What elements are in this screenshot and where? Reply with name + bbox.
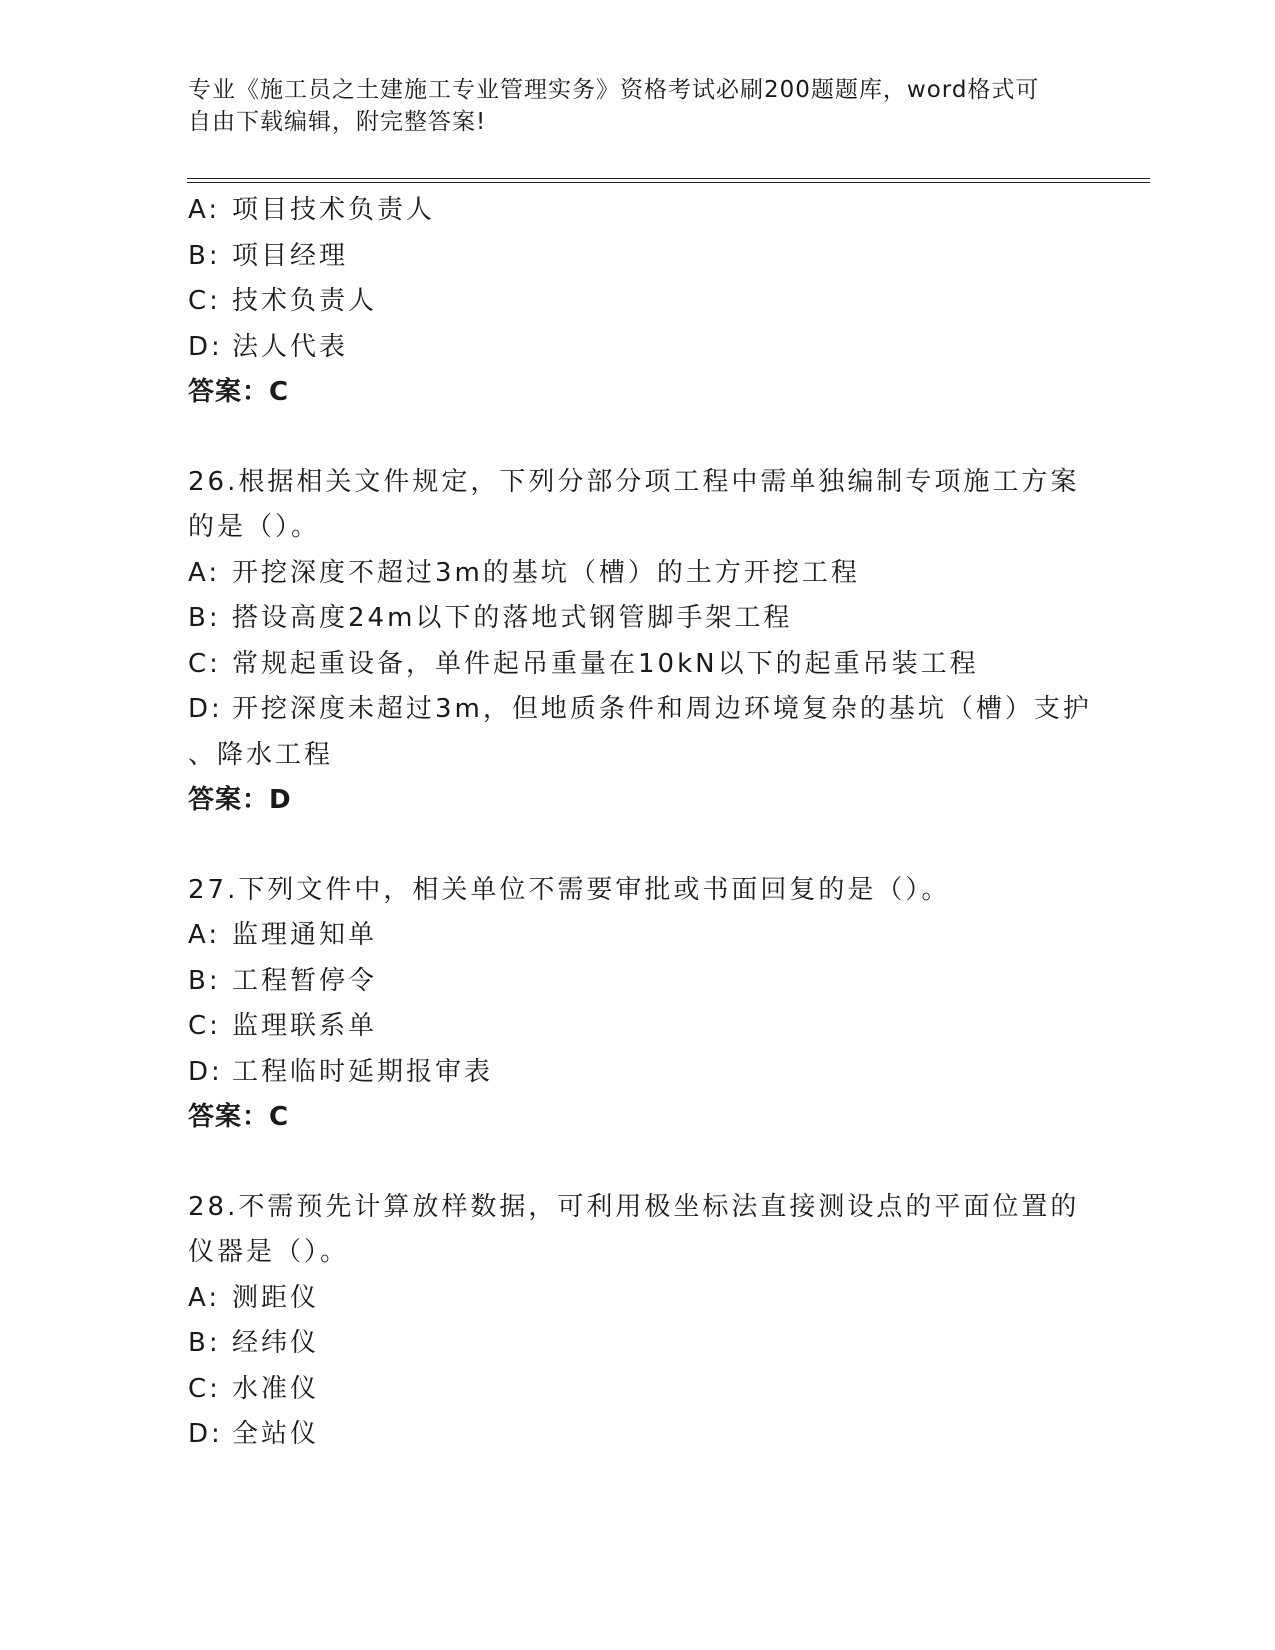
question-stem: 26.根据相关文件规定，下列分部分项工程中需单独编制专项施工方案 [188,466,1080,497]
option-label: B: [188,965,221,996]
question-28 [188,1185,1088,1458]
option-d-cont: 、降水工程 [188,739,334,770]
option-label: B: [188,1328,221,1358]
question-stem: 27.下列文件中，相关单位不需要审批或书面回复的是（）。 [188,874,951,905]
option-c [188,642,1088,688]
option-text: 项目技术负责人 [232,195,436,225]
header-divider-bottom [187,182,1150,183]
question-stem-cont: 仪器是（）。 [188,1237,350,1267]
option-text: 测距仪 [232,1282,320,1313]
option-b [188,596,1088,642]
option-b [188,1321,1088,1367]
option-label: B: [188,240,221,271]
option-text: 搭设高度24m以下的落地式钢管脚手架工程 [232,603,793,633]
question-stem-cont: 的是（）。 [188,512,321,542]
answer-line: 答案：D [188,785,292,815]
option-c [188,1004,1088,1050]
option-label: C: [188,648,221,679]
option-d [188,325,1088,371]
option-label: C: [188,1373,221,1404]
option-text: 开挖深度不超过3m的基坑（槽）的土方开挖工程 [232,557,860,588]
option-c [188,1367,1088,1413]
header-line-2: 自由下载编辑，附完整答案! [188,109,487,135]
option-label: C: [188,286,221,316]
option-text: 全站仪 [232,1419,320,1449]
option-label: D: [188,694,223,724]
option-text: 技术负责人 [232,286,378,316]
option-d [188,1050,1088,1096]
option-label: A: [188,1282,221,1313]
option-c [188,279,1088,325]
option-label: D: [188,1056,223,1087]
option-text: 工程临时延期报审表 [232,1056,494,1087]
document-header [188,74,1068,138]
option-a [188,551,1088,597]
option-d [188,1412,1088,1458]
option-a [188,913,1088,959]
option-d [188,687,1092,733]
header-line-1: 专业《施工员之土建施工专业管理实务》资格考试必刷200题题库，word格式可 [188,77,1040,103]
option-text: 监理联系单 [232,1011,378,1041]
question-stem: 28.不需预先计算放样数据，可利用极坐标法直接测设点的平面位置的 [188,1191,1080,1222]
option-label: A: [188,920,221,950]
question-26 [188,460,1092,824]
option-a [188,1276,1088,1322]
option-text: 常规起重设备，单件起吊重量在10kN以下的起重吊装工程 [232,648,979,679]
option-label: B: [188,603,221,633]
answer-line: 答案：C [188,1102,290,1132]
option-label: D: [188,1419,223,1449]
option-text: 开挖深度未超过3m，但地质条件和周边环境复杂的基坑（槽）支护 [232,694,1092,724]
question-25 [188,188,1088,416]
option-label: A: [188,195,221,225]
option-text: 监理通知单 [232,920,378,950]
option-label: A: [188,557,221,588]
question-list [188,188,1092,1458]
option-b [188,234,1088,280]
option-text: 经纬仪 [232,1328,320,1358]
option-a [188,188,1088,234]
answer-line: 答案：C [188,377,290,407]
option-text: 法人代表 [232,331,349,362]
question-27 [188,868,1088,1141]
option-text: 工程暂停令 [232,965,378,996]
option-b [188,959,1088,1005]
header-divider-top [187,178,1150,179]
option-text: 项目经理 [232,240,349,271]
option-label: D: [188,331,223,362]
option-label: C: [188,1011,221,1041]
option-text: 水准仪 [232,1373,320,1404]
